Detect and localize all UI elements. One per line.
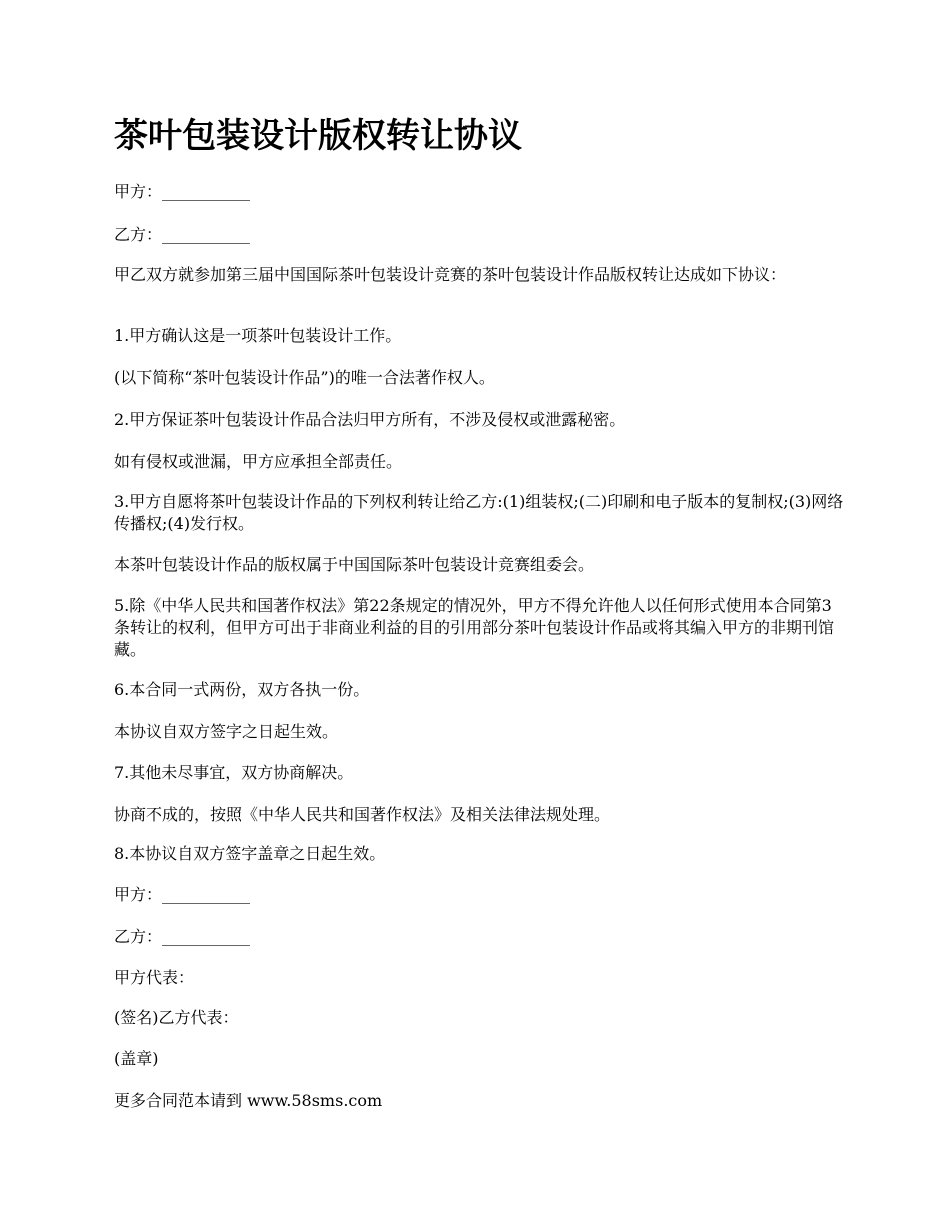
signature-party-a: 甲方：___________ xyxy=(114,885,251,904)
clause-6: 6.本合同一式两份，双方各执一份。 xyxy=(114,680,370,699)
clause-5: 5.除《中华人民共和国著作权法》第22条规定的情况外，甲方不得允许他人以任何形式使用本合同第3条转让的权利，但甲方可出于非商业利益的目的引用部分茶叶包装设计作品或将其编入甲方的非期刊馆藏。 xyxy=(114,596,835,659)
seal-line: (盖章) xyxy=(114,1049,159,1068)
clause-6-note: 本协议自双方签字之日起生效。 xyxy=(114,722,339,741)
clause-3: 3.甲方自愿将茶叶包装设计作品的下列权利转让给乙方:(1)组装权;(二)印刷和电子版本的复制权;(3)网络传播权;(4)发行权。 xyxy=(114,492,844,533)
intro-paragraph: 甲乙双方就参加第三届中国国际茶叶包装设计竞赛的茶叶包装设计作品版权转让达成如下协议： xyxy=(114,265,787,284)
clause-2-note: 如有侵权或泄漏，甲方应承担全部责任。 xyxy=(114,452,403,471)
signature-and-party-b-representative: (签名)乙方代表： xyxy=(114,1008,239,1027)
signature-party-b: 乙方：___________ xyxy=(114,927,251,946)
document-title: 茶叶包装设计版权转让协议 xyxy=(114,116,522,156)
clause-3-note: 本茶叶包装设计作品的版权属于中国国际茶叶包装设计竞赛组委会。 xyxy=(114,555,595,574)
clause-1: 1.甲方确认这是一项茶叶包装设计工作。 xyxy=(114,326,402,345)
party-a-line: 甲方：___________ xyxy=(114,182,251,201)
clause-8: 8.本协议自双方签字盖章之日起生效。 xyxy=(114,844,386,863)
clause-1-note: (以下简称“茶叶包装设计作品”)的唯一合法著作权人。 xyxy=(114,368,495,387)
clause-7-note: 协商不成的，按照《中华人民共和国著作权法》及相关法律法规处理。 xyxy=(114,805,611,824)
clause-2: 2.甲方保证茶叶包装设计作品合法归甲方所有，不涉及侵权或泄露秘密。 xyxy=(114,410,626,429)
party-a-representative: 甲方代表： xyxy=(114,968,195,987)
clause-7: 7.其他未尽事宜，双方协商解决。 xyxy=(114,763,354,782)
footer-website-note: 更多合同范本请到 www.58sms.com xyxy=(114,1091,383,1110)
party-b-line: 乙方：___________ xyxy=(114,225,251,244)
